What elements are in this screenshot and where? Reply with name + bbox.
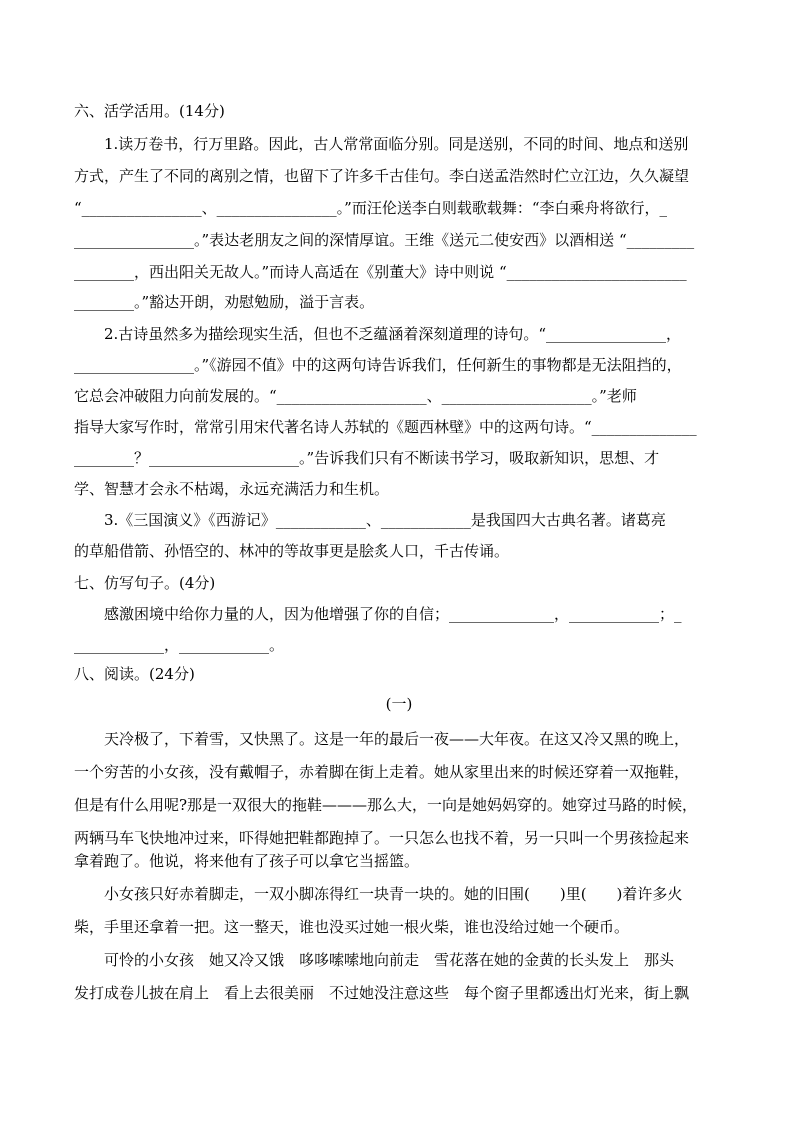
text-line: 3.《三国演义》《西游记》____________、____________是我国四大古典名著。诸葛亮 bbox=[74, 511, 666, 529]
section-6-heading: 六、活学活用。(14分) bbox=[74, 102, 225, 120]
text-line: 感激困境中给你力量的人，因为他增强了你的自信；______________，____________；_ bbox=[74, 605, 682, 623]
section-7-heading: 七、仿写句子。(4分) bbox=[74, 574, 216, 592]
text-line: 一个穷苦的小女孩，没有戴帽子，赤着脚在街上走着。她从家里出来的时候还穿着一双拖鞋， bbox=[74, 763, 690, 781]
text-line: ________________。”表达老朋友之间的深情厚谊。王维《送元二使安西》以酒相送 “_________ bbox=[74, 231, 695, 249]
text-line: ________________。”《游园不值》中的这两句诗告诉我们，任何新生的事物都是无法阻挡的， bbox=[74, 356, 682, 374]
text-line: 的草船借箭、孙悟空的、林冲的等故事更是脍炙人口，千古传诵。 bbox=[74, 542, 510, 560]
text-line: 1.读万卷书，行万里路。因此，古人常常面临分别。同是送别，不同的时间、地点和送别 bbox=[74, 135, 689, 153]
text-line: 拿着跑了。他说，将来他有了孩子可以拿它当摇篮。 bbox=[74, 852, 420, 870]
text-line: 可怜的小女孩 她又冷又饿 哆哆嗦嗦地向前走 雪花落在她的金黄的长头发上 那头 bbox=[74, 951, 675, 969]
text-line: 天冷极了，下着雪，又快黑了。这是一年的最后一夜——大年夜。在这又冷又黑的晚上， bbox=[74, 730, 690, 748]
text-line: 两辆马车飞快地冲过来，吓得她把鞋都跑掉了。一只怎么也找不着，另一只叫一个男孩捡起来 bbox=[74, 829, 690, 847]
text-line: 2.古诗虽然多为描绘现实生活，但也不乏蕴涵着深刻道理的诗句。“________________， bbox=[74, 325, 681, 343]
text-line: 小女孩只好赤着脚走，一双小脚冻得红一块青一块的。她的旧围( )里( )着许多火 bbox=[74, 885, 683, 903]
passage-number: (一) bbox=[385, 695, 413, 713]
text-line: ________。”豁达开朗，劝慰勉励，溢于言表。 bbox=[74, 293, 375, 311]
text-line: 柴，手里还拿着一把。这一整天，谁也没买过她一根火柴，谁也没给过她一个硬币。 bbox=[74, 918, 630, 936]
text-line: 方式，产生了不同的离别之情，也留下了许多千古佳句。李白送孟浩然时伫立江边，久久凝望 bbox=[74, 167, 690, 185]
section-8-heading: 八、阅读。(24分) bbox=[74, 665, 195, 683]
text-line: 学、智慧才会永不枯竭，永远充满活力和生机。 bbox=[74, 480, 390, 498]
text-line: 指导大家写作时，常常引用宋代著名诗人苏轼的《题西林壁》中的这两句诗。“______________ bbox=[74, 418, 697, 436]
text-line: 发打成卷儿披在肩上 看上去很美丽 不过她没注意这些 每个窗子里都透出灯光来，街上飘 bbox=[74, 984, 690, 1002]
text-line: 它总会冲破阻力向前发展的。“____________________、____________________。”老师 bbox=[74, 387, 637, 405]
text-line: ________，西出阳关无故人。”而诗人高适在《别董大》诗中则说 “________________________ bbox=[74, 263, 687, 281]
text-line: “________________、________________。”而汪伦送李白则载歌载舞：“李白乘舟将欲行，_ bbox=[74, 199, 668, 217]
text-line: ________？____________________。”告诉我们只有不断读书学习，吸取新知识，思想、才 bbox=[74, 449, 660, 467]
text-line: 但是有什么用呢?那是一双很大的拖鞋———那么大，一向是她妈妈穿的。她穿过马路的时候， bbox=[74, 796, 698, 814]
text-line: ____________，____________。 bbox=[74, 636, 285, 654]
